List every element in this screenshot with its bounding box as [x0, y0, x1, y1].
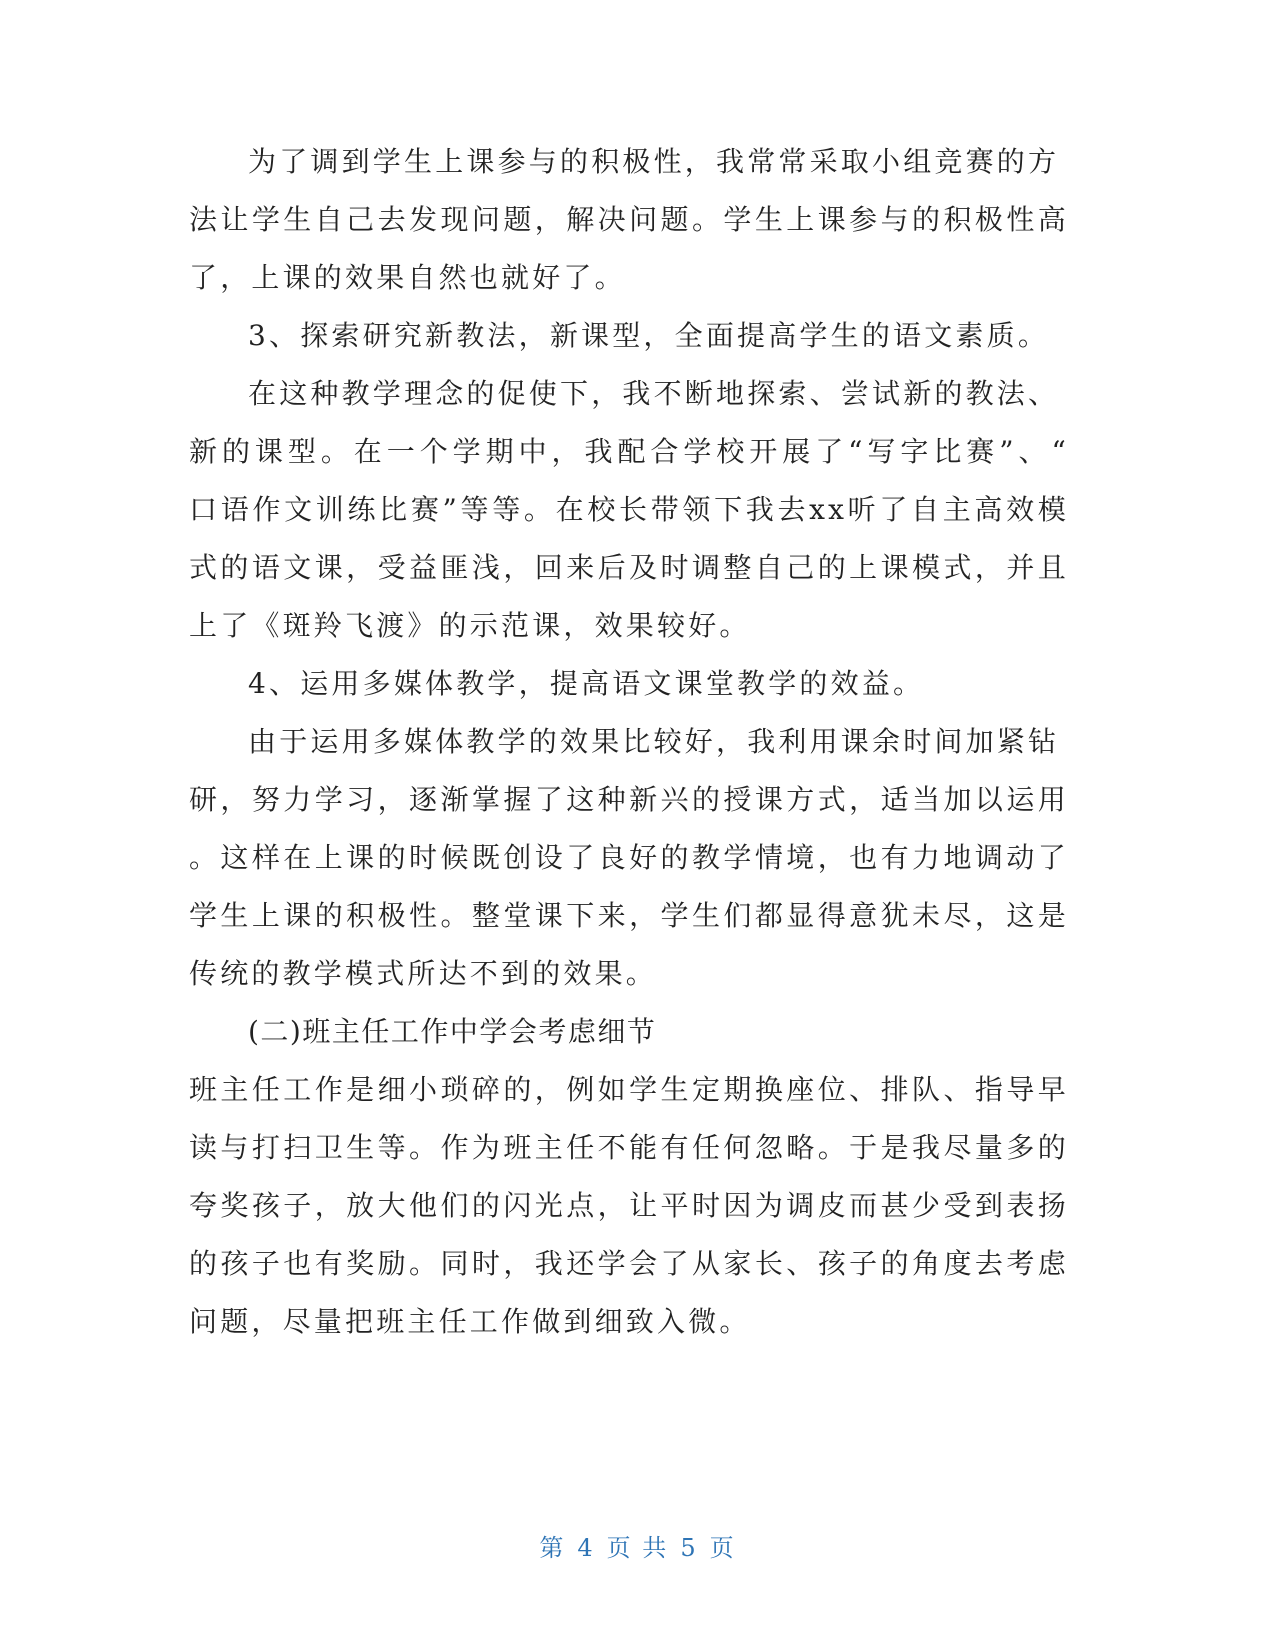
- footer-label-end: 页: [709, 1534, 736, 1562]
- paragraph-line: 为了调到学生上课参与的积极性，我常常采取小组竞赛的方: [248, 145, 1060, 178]
- page-footer: [0, 1530, 1275, 1566]
- paragraph-line: 班主任工作是细小琐碎的，例如学生定期换座位、排队、指导早: [189, 1073, 1069, 1106]
- section-heading: 4、运用多媒体教学，提高语文课堂教学的效益。: [248, 667, 925, 700]
- paragraph-line: 研，努力学习，逐渐掌握了这种新兴的授课方式，适当加以运用: [189, 783, 1069, 816]
- paragraph-line: 由于运用多媒体教学的效果比较好，我利用课余时间加紧钻: [248, 725, 1060, 758]
- paragraph-line: 传统的教学模式所达不到的效果。: [189, 957, 658, 990]
- paragraph-line: 夸奖孩子，放大他们的闪光点，让平时因为调皮而甚少受到表扬: [189, 1189, 1069, 1222]
- footer-label-page: 第: [539, 1534, 566, 1562]
- paragraph-line: 的孩子也有奖励。同时，我还学会了从家长、孩子的角度去考虑: [189, 1247, 1069, 1280]
- paragraph-line: 在这种教学理念的促使下，我不断地探索、尝试新的教法、: [248, 377, 1060, 410]
- paragraph-line: 读与打扫卫生等。作为班主任不能有任何忽略。于是我尽量多的: [189, 1131, 1069, 1164]
- paragraph-line: 新的课型。在一个学期中，我配合学校开展了“写字比赛”、“: [189, 435, 1069, 468]
- section-heading: (二)班主任工作中学会考虑细节: [248, 1015, 657, 1048]
- footer-current-page: 4: [577, 1534, 595, 1562]
- paragraph-line: 式的语文课，受益匪浅，回来后及时调整自己的上课模式，并且: [189, 551, 1069, 584]
- section-heading: 3、探索研究新教法，新课型，全面提高学生的语文素质。: [248, 319, 1050, 352]
- paragraph-line: 口语作文训练比赛”等等。在校长带领下我去xx听了自主高效模: [189, 493, 1069, 526]
- footer-total-pages: 5: [680, 1534, 698, 1562]
- paragraph-line: 上了《斑羚飞渡》的示范课，效果较好。: [189, 609, 751, 642]
- footer-label-of: 页 共: [606, 1534, 669, 1562]
- paragraph-line: 法让学生自己去发现问题，解决问题。学生上课参与的积极性高: [189, 203, 1069, 236]
- paragraph-line: 学生上课的积极性。整堂课下来，学生们都显得意犹未尽，这是: [189, 899, 1069, 932]
- paragraph-line: 了，上课的效果自然也就好了。: [189, 261, 626, 294]
- paragraph-line: 问题，尽量把班主任工作做到细致入微。: [189, 1305, 751, 1338]
- paragraph-line: 。这样在上课的时候既创设了良好的教学情境，也有力地调动了: [189, 841, 1069, 874]
